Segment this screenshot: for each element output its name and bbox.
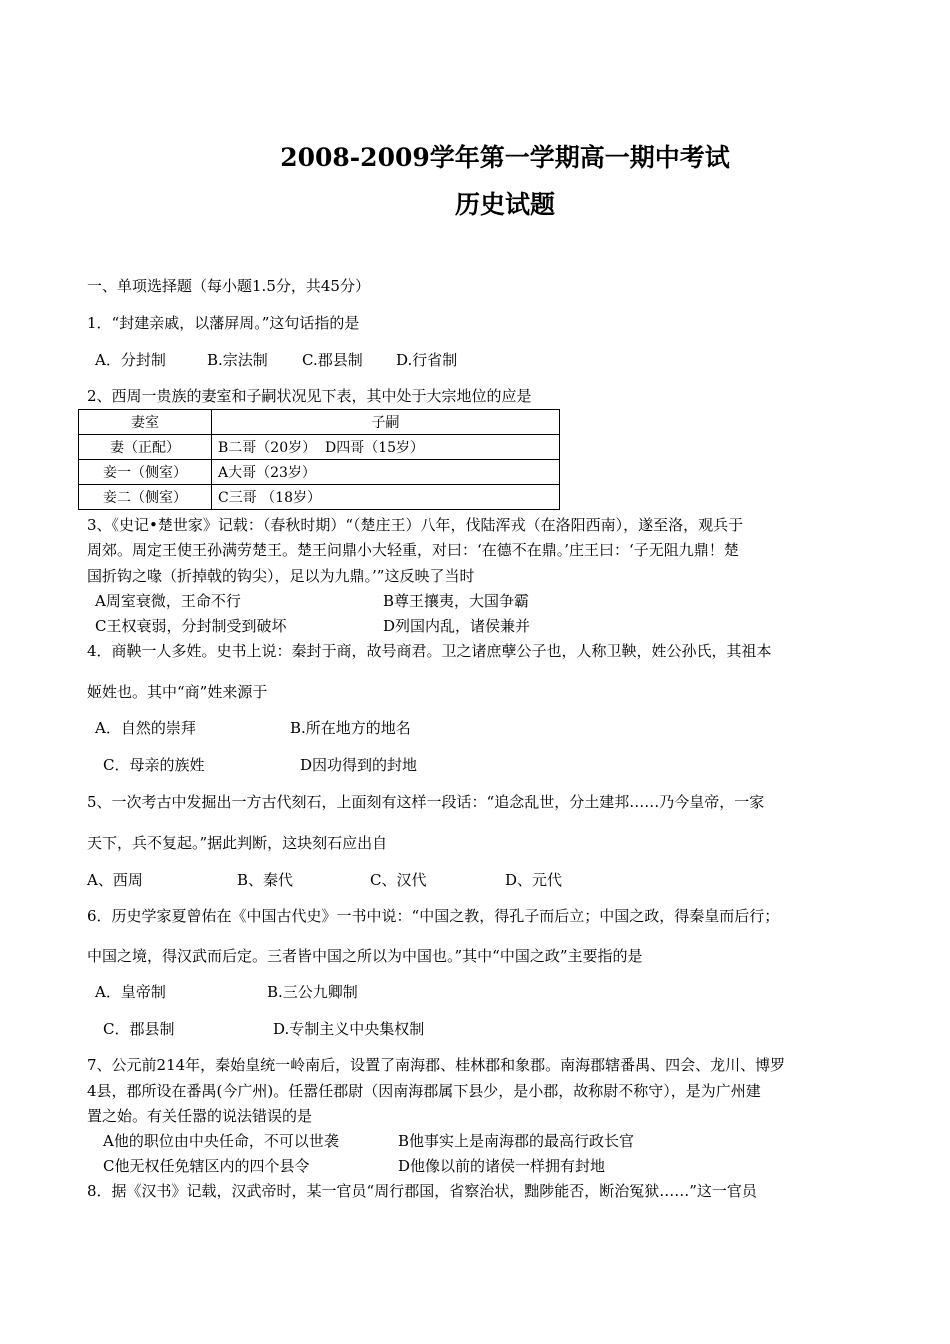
q1-option-b: B.宗法制 [207, 351, 268, 369]
q5-option-a: A、西周 [87, 871, 143, 889]
q4-option-c: C．母亲的族姓 [103, 756, 205, 774]
q5-option-d: D、元代 [505, 871, 563, 889]
q5-option-c: C、汉代 [370, 871, 427, 889]
q6-line-2: 中国之境，得汉武而后定。三者皆中国之所以为中国也。”其中“中国之政”主要指的是 [87, 947, 643, 965]
q4-option-a: A．自然的崇拜 [95, 719, 196, 737]
table-cell: 妾一（侧室） [79, 460, 212, 485]
q6-option-d: D.专制主义中央集权制 [273, 1020, 425, 1038]
q5-option-b: B、秦代 [237, 871, 294, 889]
q2-stem: 2、西周一贵族的妻室和子嗣状况见下表，其中处于大宗地位的应是 [87, 387, 532, 405]
q2-kinship-table [78, 409, 560, 510]
q4-line-2: 姬姓也。其中“商”姓来源于 [87, 683, 268, 701]
q3-line-3: 国折钩之喙（折掉戟的钩尖），足以为九鼎。’”这反映了当时 [87, 567, 475, 585]
q3-option-c: C王权衰弱，分封制受到破坏 [95, 617, 287, 635]
q3-option-d: D列国内乱，诸侯兼并 [383, 617, 531, 635]
q1-option-d: D.行省制 [396, 351, 458, 369]
q6-option-c: C．郡县制 [103, 1020, 175, 1038]
q3-line-2: 周郊。周定王使王孙满劳楚王。楚王问鼎小大轻重，对曰：‘在德不在鼎。’庄王曰：‘子无阻九鼎！楚 [87, 541, 739, 559]
q7-option-b: B他事实上是南海郡的最高行政长官 [398, 1132, 635, 1150]
table-cell: B二哥（20岁） D四哥（15岁） [212, 435, 560, 460]
table-row [79, 460, 560, 485]
q6-option-b: B.三公九卿制 [267, 983, 358, 1001]
q7-option-c: C他无权任免辖区内的四个县令 [103, 1157, 310, 1175]
q7-line-1: 7、公元前214年，秦始皇统一岭南后，设置了南海郡、桂林郡和象郡。南海郡辖番禺、四会、龙川、博罗 [87, 1056, 786, 1074]
q5-line-1: 5、一次考古中发掘出一方古代刻石，上面刻有这样一段话：“追念乱世，分土建邦……乃今皇帝，一家 [87, 793, 765, 811]
q3-option-b: B尊王攘夷，大国争霸 [383, 592, 530, 610]
q6-line-1: 6．历史学家夏曾佑在《中国古代史》一书中说：“中国之教，得孔子而后立；中国之政，得秦皇而后行； [87, 907, 780, 925]
table-row [79, 485, 560, 510]
q4-line-1: 4．商鞅一人多姓。史书上说：秦封于商，故号商君。卫之诸庶孽公子也，人称卫鞅，姓公孙氏，其祖本 [87, 642, 772, 660]
q4-option-d: D因功得到的封地 [300, 756, 418, 774]
q3-line-1: 3、《史记•楚世家》记载：（春秋时期）“（楚庄王）八年，伐陆浑戎（在洛阳西南），遂至洛，观兵于 [87, 516, 744, 534]
q7-option-d: D他像以前的诸侯一样拥有封地 [398, 1157, 606, 1175]
q5-line-2: 天下，兵不复起。”据此判断，这块刻石应出自 [87, 834, 388, 852]
table-cell: C三哥 （18岁） [212, 485, 560, 510]
exam-subtitle: 历史试题 [454, 190, 555, 219]
q4-option-b: B.所在地方的地名 [290, 719, 411, 737]
table-cell: A大哥（23岁） [212, 460, 560, 485]
table-header-cell: 妻室 [79, 410, 212, 435]
table-header-cell: 子嗣 [212, 410, 560, 435]
q7-line-2: 4县，郡所设在番禺(今广州)。任嚣任郡尉（因南海郡属下县少，是小郡，故称尉不称守），是为广州建 [87, 1082, 761, 1100]
q7-line-3: 置之始。有关任嚣的说法错误的是 [87, 1107, 313, 1125]
table-cell: 妾二（侧室） [79, 485, 212, 510]
section-heading: 一、单项选择题（每小题1.5分，共45分） [87, 277, 370, 295]
q8-line-1: 8．据《汉书》记载，汉武帝时，某一官员“周行郡国，省察治状，黜陟能否，断治冤狱……”这一官员 [87, 1182, 757, 1200]
q6-option-a: A．皇帝制 [95, 983, 166, 1001]
table-cell: 妻（正配） [79, 435, 212, 460]
q3-option-a: A周室衰微，王命不行 [95, 592, 241, 610]
q7-option-a: A他的职位由中央任命，不可以世袭 [103, 1132, 339, 1150]
q1-option-a: A．分封制 [95, 351, 166, 369]
exam-title: 2008-2009学年第一学期高一期中考试 [280, 143, 730, 172]
q1-option-c: C.郡县制 [302, 351, 363, 369]
table-row [79, 435, 560, 460]
q1-stem: 1．“封建亲戚，以藩屏周。”这句话指的是 [87, 314, 360, 332]
table-header-row [79, 410, 560, 435]
